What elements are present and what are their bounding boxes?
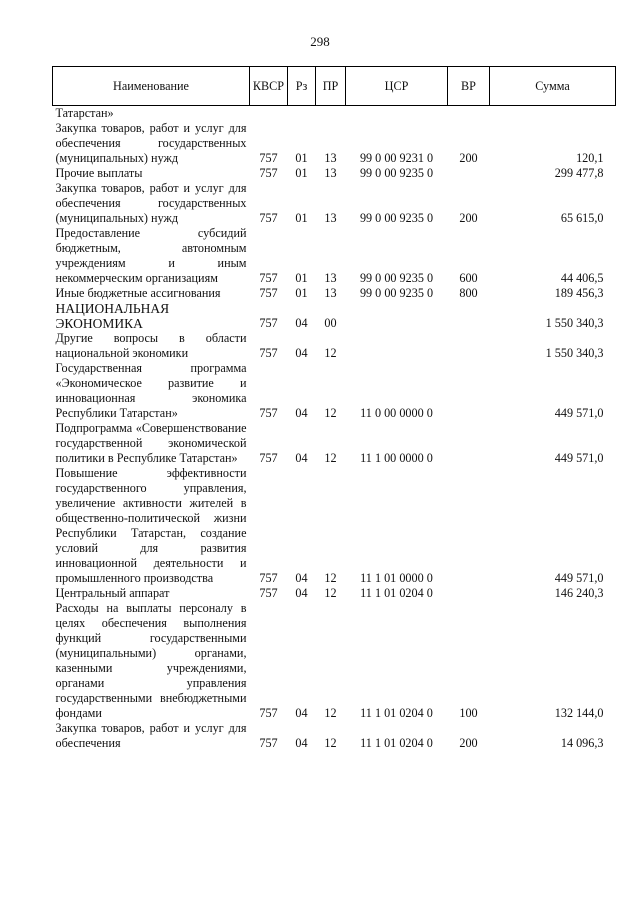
cell-vr [448, 361, 490, 421]
cell-rz: 01 [295, 286, 308, 300]
table-row [53, 601, 616, 721]
page-number: 298 [310, 34, 330, 49]
cell-name: Закупка товаров, работ и услуг для обеспечения государственных (муниципальных) нужд [55, 121, 247, 165]
cell-csr: 11 1 01 0204 0 [360, 586, 433, 600]
cell-csr: 11 1 01 0000 0 [360, 571, 433, 585]
cell-name: Закупка товаров, работ и услуг для обеспечения государственных (муниципальных) нужд [55, 181, 247, 225]
table-row [53, 586, 616, 601]
cell-rz: 01 [295, 151, 308, 165]
table-header-row [53, 67, 616, 106]
header-csr: ЦСР [346, 67, 448, 106]
cell-pr: 12 [324, 736, 337, 750]
cell-sum: 120,1 [576, 151, 604, 165]
cell-vr: 600 [459, 271, 478, 285]
cell-name: Повышение эффективности государственного управления, увеличение активности жителей в общественно-политической жизни Республики Татарстан, создание условий для развития инновационной деятельности и промышленного производства [55, 466, 247, 585]
cell-rz: 04 [295, 451, 308, 465]
cell-name: Прочие выплаты [55, 166, 143, 180]
cell-rz [288, 106, 316, 122]
cell-vr [448, 586, 490, 601]
cell-name: Государственная программа «Экономическое развитие и инновационная экономика Республики Татарстан» [55, 361, 247, 420]
cell-kvsr [250, 106, 288, 122]
table-row [53, 331, 616, 361]
cell-kvsr: 757 [259, 166, 278, 180]
header-vr: ВР [448, 67, 490, 106]
table-row [53, 121, 616, 166]
cell-sum: 44 406,5 [560, 271, 604, 285]
cell-kvsr: 757 [259, 586, 278, 600]
table-row [53, 421, 616, 466]
header-sum: Сумма [490, 67, 616, 106]
table-row [53, 106, 616, 122]
cell-rz: 04 [295, 586, 308, 600]
cell-pr: 12 [324, 571, 337, 585]
cell-name: Расходы на выплаты персоналу в целях обеспечения выполнения функций государственными (муниципальными) органами, казенными учреждениями, органами управления государственными внебюджетными фондами [55, 601, 247, 720]
cell-sum: 1 550 340,3 [545, 346, 604, 360]
header-kvsr: КВСР [250, 67, 288, 106]
cell-kvsr: 757 [259, 151, 278, 165]
cell-rz: 01 [295, 166, 308, 180]
cell-name: Подпрограмма «Совершенствование государственной экономической политики в Республике Татарстан» [55, 421, 247, 465]
cell-vr: 200 [459, 736, 478, 750]
cell-kvsr: 757 [259, 346, 278, 360]
cell-rz: 04 [295, 316, 308, 330]
table-row [53, 721, 616, 751]
cell-pr [316, 106, 346, 122]
cell-pr: 00 [324, 316, 337, 330]
cell-pr: 12 [324, 406, 337, 420]
cell-rz: 01 [295, 271, 308, 285]
cell-vr [448, 466, 490, 586]
cell-rz: 04 [295, 571, 308, 585]
cell-csr: 11 1 01 0204 0 [360, 706, 433, 720]
cell-sum [490, 106, 616, 122]
cell-rz: 04 [295, 406, 308, 420]
cell-csr [346, 106, 448, 122]
cell-vr: 800 [459, 286, 478, 300]
table-row [53, 286, 616, 301]
cell-csr: 11 1 00 0000 0 [360, 451, 433, 465]
cell-csr: 99 0 00 9231 0 [359, 151, 434, 165]
cell-rz: 04 [295, 706, 308, 720]
cell-vr [448, 301, 490, 331]
cell-vr [448, 106, 490, 122]
cell-csr: 99 0 00 9235 0 [359, 271, 434, 285]
cell-csr: 99 0 00 9235 0 [359, 211, 434, 225]
cell-rz: 01 [295, 211, 308, 225]
cell-sum: 449 571,0 [554, 451, 604, 465]
cell-sum: 299 477,8 [554, 166, 604, 180]
cell-vr [448, 331, 490, 361]
header-name: Наименование [53, 67, 250, 106]
header-pr: ПР [316, 67, 346, 106]
cell-kvsr: 757 [259, 736, 278, 750]
cell-sum: 1 550 340,3 [545, 316, 604, 330]
cell-pr: 12 [324, 586, 337, 600]
cell-pr: 13 [324, 211, 337, 225]
cell-sum: 449 571,0 [554, 406, 604, 420]
cell-kvsr: 757 [259, 271, 278, 285]
cell-kvsr: 757 [259, 706, 278, 720]
cell-pr: 12 [324, 451, 337, 465]
cell-csr: 11 0 00 0000 0 [360, 406, 433, 420]
cell-vr: 200 [459, 211, 478, 225]
cell-vr: 200 [459, 151, 478, 165]
cell-vr: 100 [459, 706, 478, 720]
cell-sum: 449 571,0 [554, 571, 604, 585]
cell-sum: 146 240,3 [554, 586, 604, 600]
cell-sum: 189 456,3 [554, 286, 604, 300]
cell-kvsr: 757 [259, 451, 278, 465]
table-row [53, 181, 616, 226]
cell-name: Закупка товаров, работ и услуг для обеспечения [55, 721, 247, 750]
cell-pr: 13 [324, 286, 337, 300]
cell-kvsr: 757 [259, 406, 278, 420]
cell-kvsr: 757 [259, 286, 278, 300]
cell-rz: 04 [295, 346, 308, 360]
cell-name: НАЦИОНАЛЬНАЯ ЭКОНОМИКА [55, 301, 170, 331]
cell-vr [448, 421, 490, 466]
table-row [53, 466, 616, 586]
table-row [53, 301, 616, 331]
cell-sum: 65 615,0 [560, 211, 604, 225]
cell-kvsr: 757 [259, 211, 278, 225]
cell-csr [346, 331, 448, 361]
cell-name: Другие вопросы в области национальной экономики [55, 331, 247, 360]
header-rz: Рз [288, 67, 316, 106]
cell-name: Центральный аппарат [55, 586, 170, 600]
cell-vr [448, 166, 490, 181]
cell-csr [346, 301, 448, 331]
table-row [53, 361, 616, 421]
cell-name: Татарстан» [55, 106, 114, 120]
table-row [53, 166, 616, 181]
cell-name: Иные бюджетные ассигнования [55, 286, 221, 300]
cell-kvsr: 757 [259, 316, 278, 330]
cell-name: Предоставление субсидий бюджетным, автономным учреждениям и иным некоммерческим организациям [55, 226, 247, 285]
cell-rz: 04 [295, 736, 308, 750]
table-row [53, 226, 616, 286]
budget-table [52, 66, 616, 751]
cell-sum: 132 144,0 [554, 706, 604, 720]
cell-sum: 14 096,3 [560, 736, 604, 750]
cell-pr: 13 [324, 151, 337, 165]
cell-csr: 11 1 01 0204 0 [360, 736, 433, 750]
cell-pr: 13 [324, 166, 337, 180]
cell-kvsr: 757 [259, 571, 278, 585]
cell-pr: 12 [324, 346, 337, 360]
cell-pr: 13 [324, 271, 337, 285]
cell-pr: 12 [324, 706, 337, 720]
cell-csr: 99 0 00 9235 0 [359, 166, 434, 180]
cell-csr: 99 0 00 9235 0 [359, 286, 434, 300]
table-body [53, 106, 616, 752]
